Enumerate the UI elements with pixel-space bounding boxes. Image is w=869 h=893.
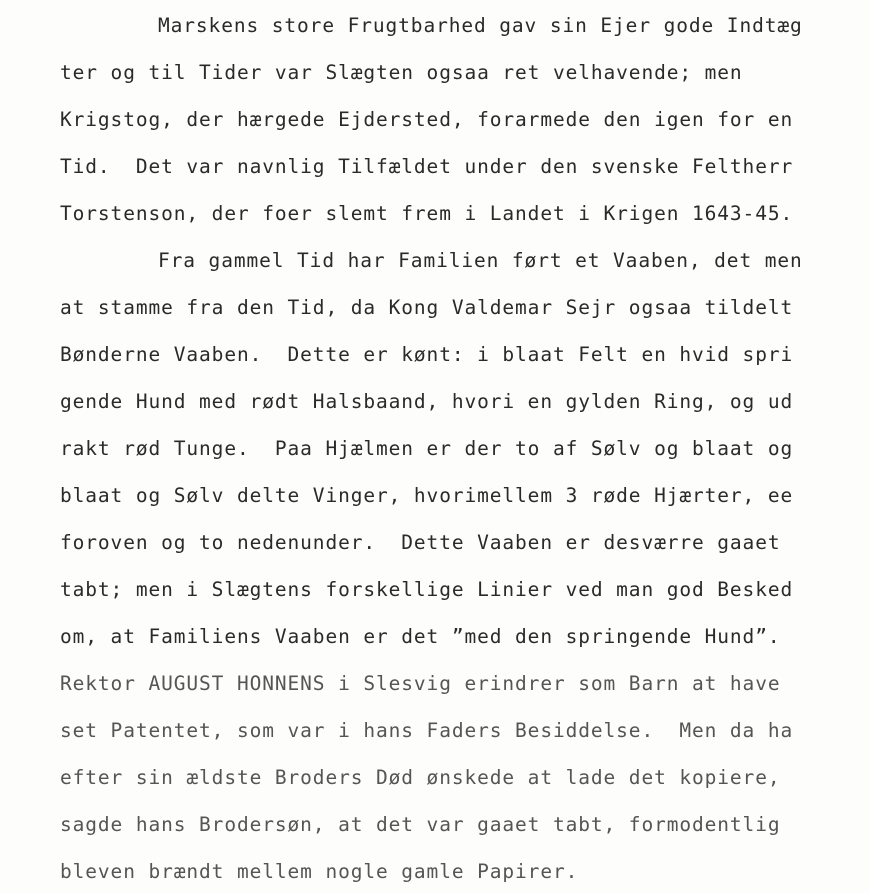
text-line-2: ter og til Tider var Slægten ogsaa ret velhavende; men	[60, 61, 743, 84]
text-line-12: foroven og to nedenunder. Dette Vaaben er desværre gaaet	[60, 531, 781, 554]
text-line-14: om, at Familiens Vaaben er det ”med den springende Hund”.	[60, 625, 781, 648]
text-line-3: Krigstog, der hærgede Ejdersted, forarmede den igen for en	[60, 108, 794, 131]
text-line-10: rakt rød Tunge. Paa Hjælmen er der to af Sølv og blaat og	[60, 437, 794, 460]
text-line-17: efter sin ældste Broders Død ønskede at lade det kopiere,	[60, 766, 781, 789]
text-line-11: blaat og Sølv delte Vinger, hvorimellem 3 røde Hjærter, ee	[60, 484, 794, 507]
text-line-18: sagde hans Brodersøn, at det var gaaet tabt, formodentlig	[60, 813, 781, 836]
text-line-15: Rektor AUGUST HONNENS i Slesvig erindrer som Barn at have	[60, 672, 781, 695]
text-line-5: Torstenson, der foer slemt frem i Landet i Krigen 1643-45.	[60, 202, 794, 225]
text-line-7: at stamme fra den Tid, da Kong Valdemar Sejr ogsaa tildelt	[60, 296, 794, 319]
text-line-9: gende Hund med rødt Halsbaand, hvori en gylden Ring, og ud	[60, 390, 794, 413]
text-line-1: Marskens store Frugtbarhed gav sin Ejer gode Indtæg	[158, 14, 803, 37]
text-line-19: bleven brændt mellem nogle gamle Papirer.	[60, 860, 579, 883]
text-line-4: Tid. Det var navnlig Tilfældet under den svenske Feltherr	[60, 155, 794, 178]
text-line-6: Fra gammel Tid har Familien ført et Vaaben, det men	[158, 249, 803, 272]
text-line-13: tabt; men i Slægtens forskellige Linier ved man god Besked	[60, 578, 794, 601]
text-line-8: Bønderne Vaaben. Dette er kønt: i blaat Felt en hvid spri	[60, 343, 794, 366]
text-line-16: set Patentet, som var i hans Faders Besiddelse. Men da ha	[60, 719, 794, 742]
